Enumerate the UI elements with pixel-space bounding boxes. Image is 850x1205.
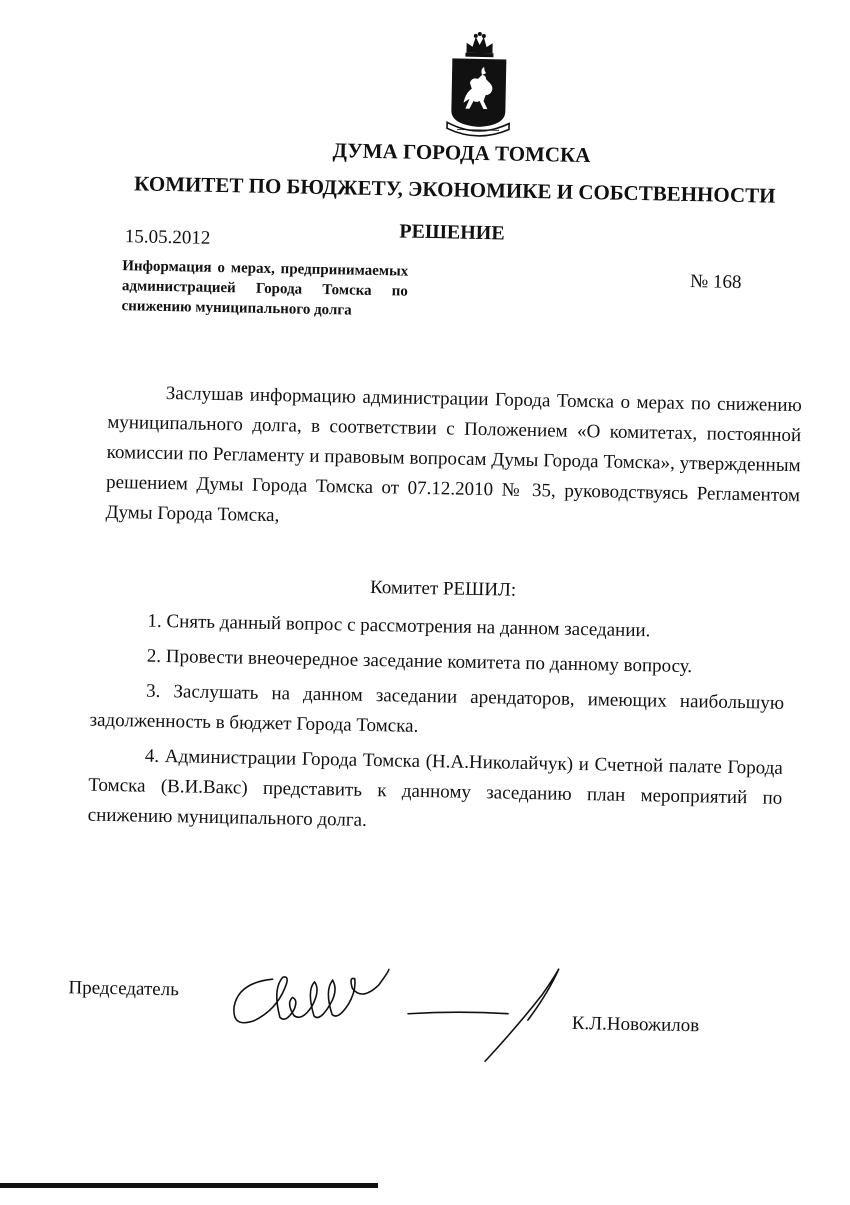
decision-item: 4. Администрации Города Томска (Н.А.Николайчук) и Счетной палате Города Томска (В.И.Вакс) представить к данному заседанию план мероприятий по снижению муниципального долга. [87,745,783,831]
signatory-role: Председатель [68,977,180,1001]
document-number: № 168 [689,271,742,294]
preamble-paragraph: Заслушав информацию администрации Города Томска о мерах по снижению муниципального долга, в соответствии с Положением «О комитетах, постоянной комиссии по Регламенту и правовым вопросам Думы Города Томска», утвержденным решением Думы Города Томска от 07.12.2010 № 35, руководствуясь Регламентом Думы Города Томска, [105,382,802,527]
decision-item: 1. Снять данный вопрос с рассмотрения на данном заседании. [147,610,651,642]
org-committee-title: КОМИТЕТ ПО БЮДЖЕТУ, ЭКОНОМИКЕ И СОБСТВЕННОСТИ [133,171,776,208]
resolved-heading: Комитет РЕШИЛ: [369,576,517,601]
document-subject: Информация о мерах, предпринимаемых администрацией Города Томска по снижению муниципального долга [121,258,409,319]
org-duma-title: ДУМА ГОРОДА ТОМСКА [332,138,591,168]
signatory-name: К.Л.Новожилов [571,1012,700,1037]
scan-edge-line [0,1183,378,1188]
document-date: 15.05.2012 [124,226,211,249]
handwritten-signature [227,958,569,1075]
document-type: РЕШЕНИЕ [399,220,505,245]
decision-item: 2. Провести внеочередное заседание комитета по данному вопросу. [146,645,693,678]
decision-list [87,606,785,849]
tomsk-coat-of-arms-icon [445,28,513,137]
decision-item: 3. Заслушать на данном заседании арендаторов, имеющих наибольшую задолженность в бюджет Города Томска. [89,680,785,737]
